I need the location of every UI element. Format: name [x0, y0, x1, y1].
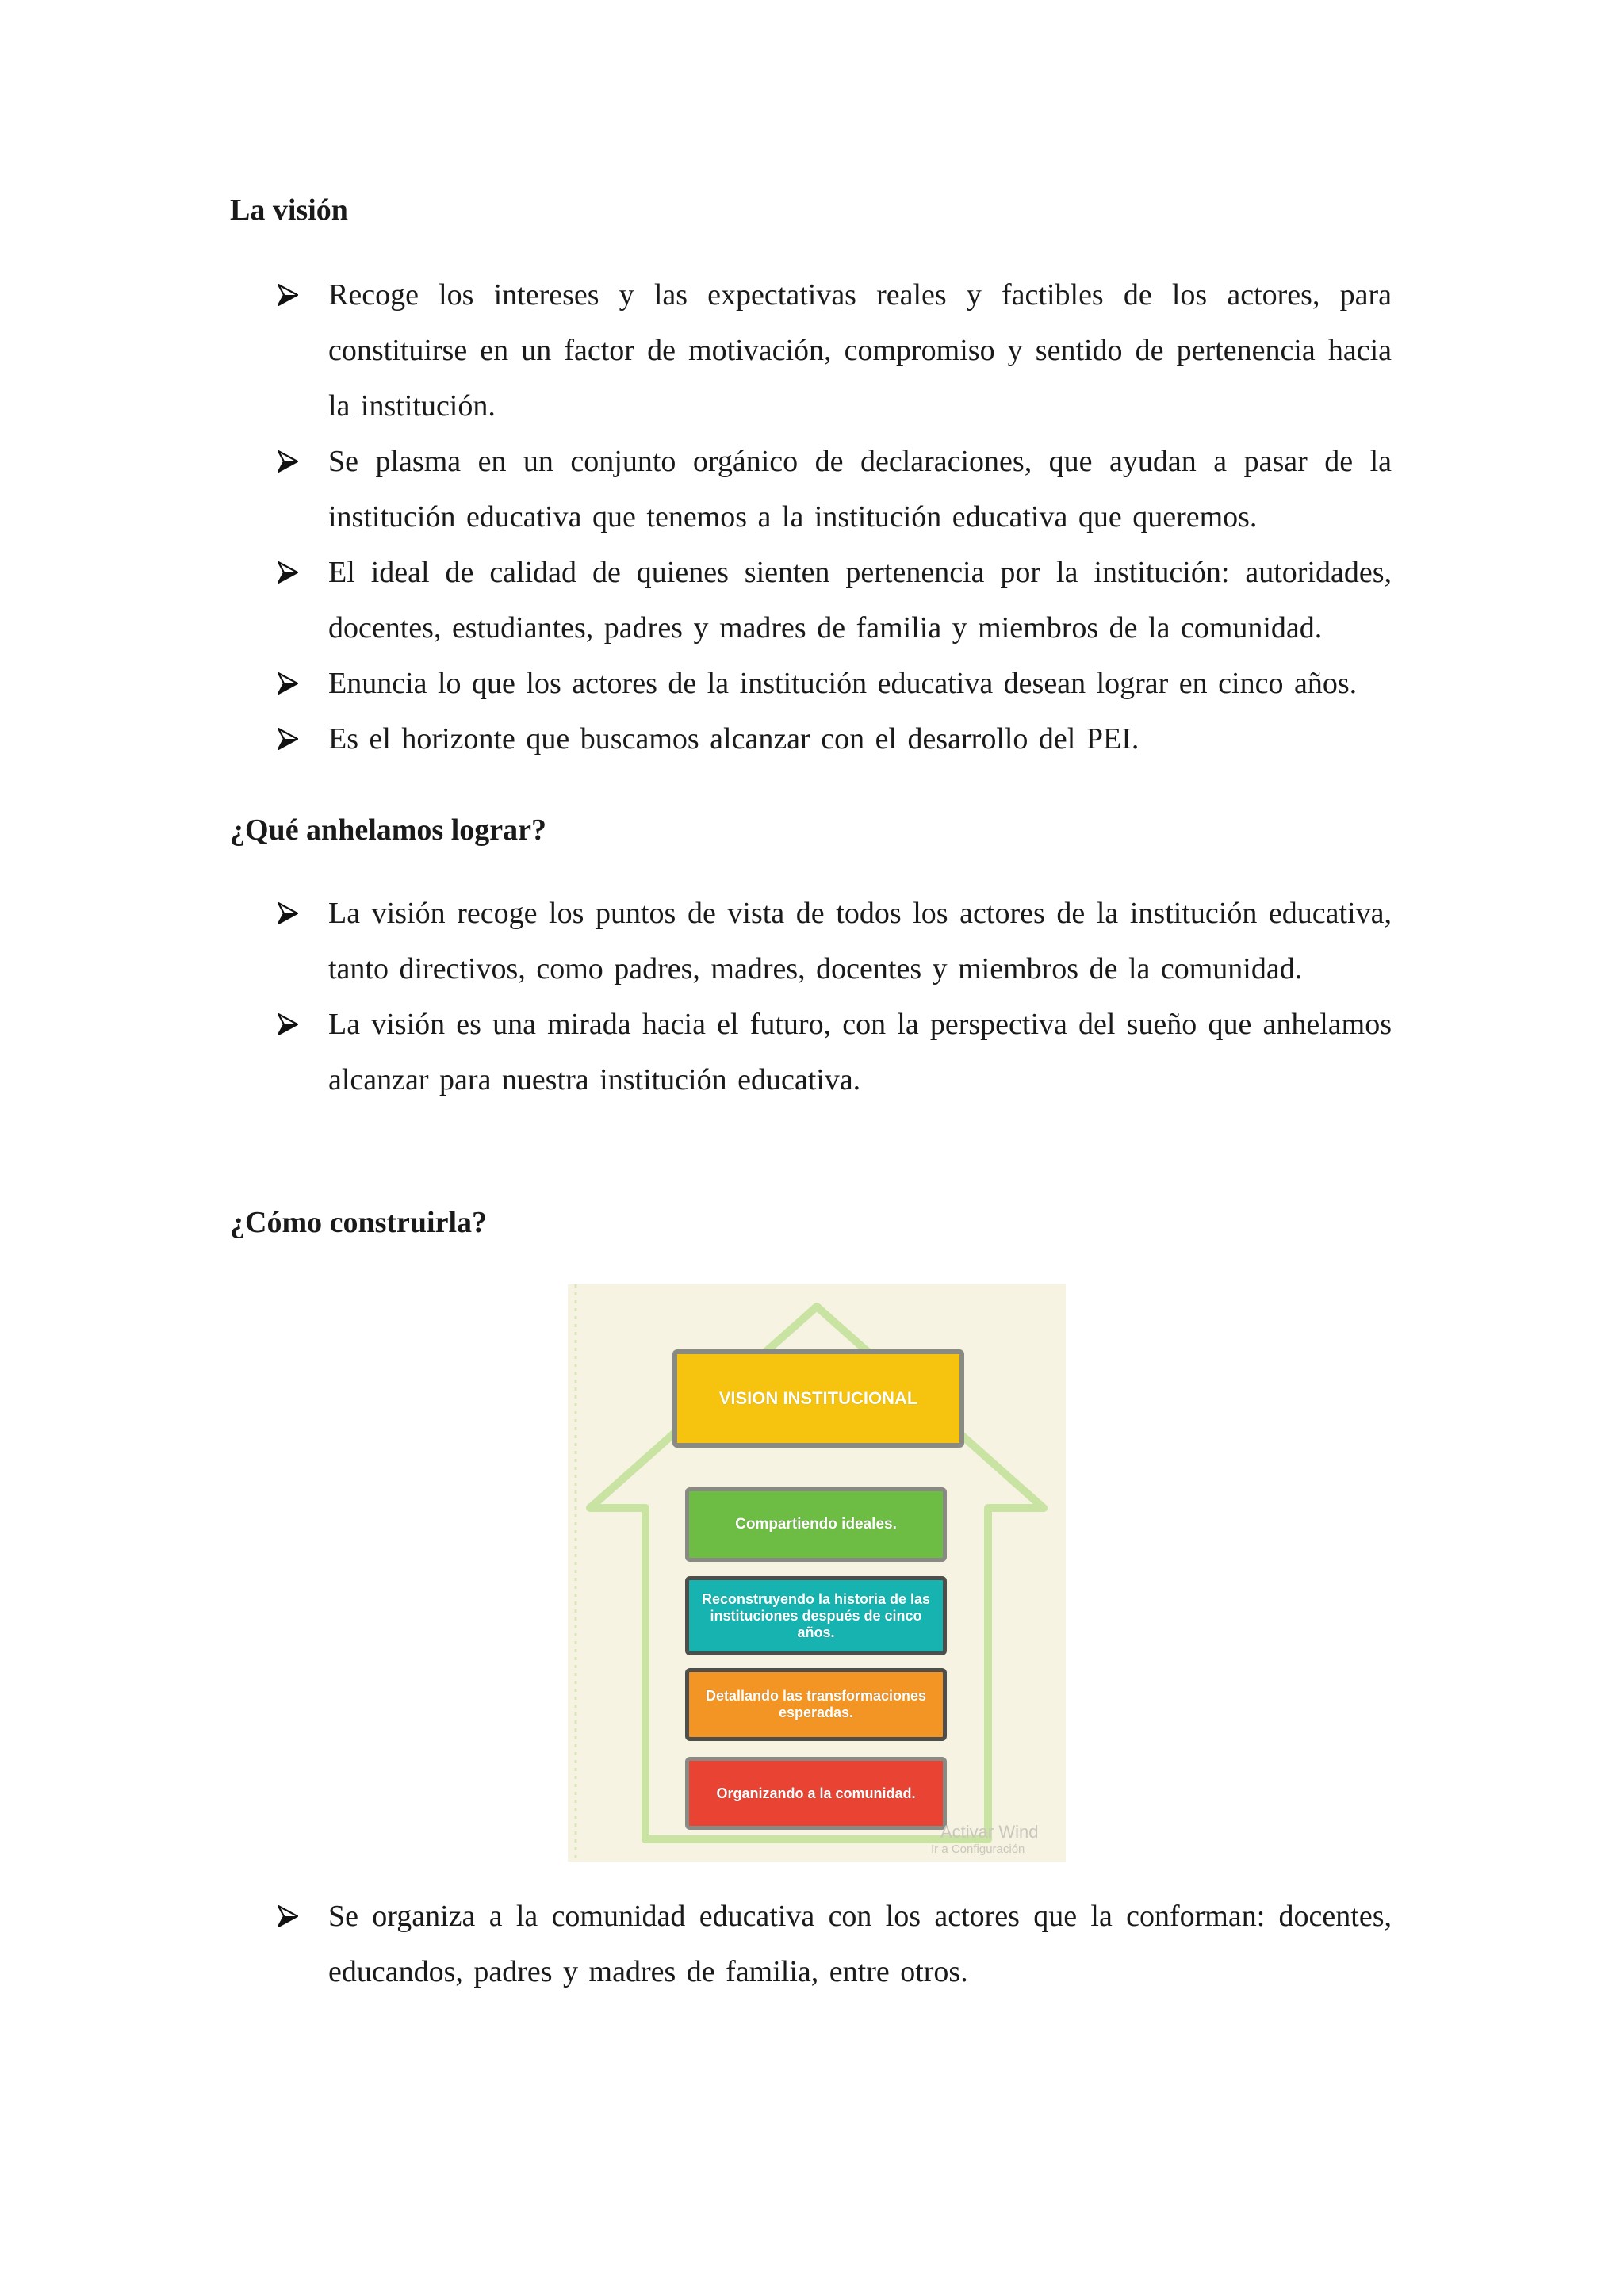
arrow-bullet-icon — [278, 1013, 298, 1035]
arrow-bullet-icon — [278, 728, 298, 750]
list-item — [278, 711, 1392, 767]
list-item — [278, 1888, 1392, 1999]
bullet-text: La visión recoge los puntos de vista de todos los actores de la institución educativa, tanto directivos, como padres, madres, docentes y miembros de la comunidad. — [328, 897, 1392, 985]
list-item — [278, 434, 1392, 545]
bullet-text: La visión es una mirada hacia el futuro, con la perspectiva del sueño que anhelamos alcanzar para nuestra institución educativa. — [328, 1008, 1392, 1096]
heading-la-vision: La visión — [230, 193, 348, 227]
list-item — [278, 886, 1392, 997]
heading-como-construirla: ¿Cómo construirla? — [230, 1206, 488, 1239]
list-item — [278, 545, 1392, 656]
arrow-bullet-icon — [278, 672, 298, 695]
arrow-bullet-icon — [278, 1905, 298, 1927]
list-item — [278, 656, 1392, 711]
arrow-bullet-icon — [278, 902, 298, 924]
watermark-line-1: Activar Wind — [940, 1822, 1039, 1842]
construir-bullet-list — [278, 1888, 1392, 1999]
list-item — [278, 997, 1392, 1108]
bullet-text: Se plasma en un conjunto orgánico de declaraciones, que ayudan a pasar de la institución educativa que tenemos a la institución educativa que queremos. — [328, 445, 1392, 534]
step-detallando-box: Detallando las transformaciones esperadas. — [685, 1668, 947, 1741]
vision-diagram — [568, 1284, 1066, 1862]
bullet-text: El ideal de calidad de quienes sienten pertenencia por la institución: autoridades, docentes, estudiantes, padres y madres de familia y miembros de la comunidad. — [328, 556, 1392, 645]
list-item — [278, 267, 1392, 434]
watermark-line-2: Ir a Configuración — [931, 1843, 1025, 1856]
arrow-bullet-icon — [278, 450, 298, 473]
anhelamos-bullet-list — [278, 886, 1392, 1108]
arrow-bullet-icon — [278, 561, 298, 584]
step-compartiendo-box: Compartiendo ideales. — [685, 1487, 947, 1562]
heading-que-anhelamos: ¿Qué anhelamos lograr? — [230, 813, 546, 847]
step-organizando-box: Organizando a la comunidad. — [685, 1757, 947, 1830]
bullet-text: Recoge los intereses y las expectativas reales y factibles de los actores, para constituirse en un factor de motivación, compromiso y sentido de pertenencia hacia la institución. — [328, 278, 1392, 423]
vision-institucional-box: VISION INSTITUCIONAL — [672, 1349, 964, 1448]
bullet-text: Enuncia lo que los actores de la institución educativa desean lograr en cinco años. — [328, 667, 1358, 700]
step-reconstruyendo-box: Reconstruyendo la historia de las instituciones después de cinco años. — [685, 1576, 947, 1655]
arrow-bullet-icon — [278, 284, 298, 306]
vision-bullet-list — [278, 267, 1392, 767]
bullet-text: Se organiza a la comunidad educativa con los actores que la conforman: docentes, educandos, padres y madres de familia, entre otros. — [328, 1900, 1392, 1988]
bullet-text: Es el horizonte que buscamos alcanzar con el desarrollo del PEI. — [328, 722, 1139, 756]
